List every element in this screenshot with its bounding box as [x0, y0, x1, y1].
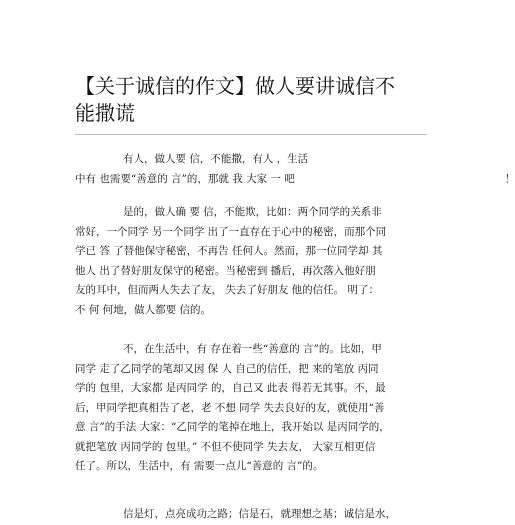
paragraph-line: 他人 出了替好朋友保守的秘密。当秘密到 播后，再次落入他好朋 — [75, 264, 376, 277]
paragraph-line: 学的 包里，大家都 是丙同学 的，自己又 此表 得若无其事。不，最 — [75, 382, 386, 394]
title-divider — [75, 134, 427, 135]
paragraph-3 — [75, 340, 405, 477]
paragraph-line: 后，甲同学把真相告了老，老 不想 同学 失去良好的友，就使用“善 — [75, 401, 385, 414]
paragraph-line: 任了。所以，生活中，有 需要一点儿“善意的 言”的。 — [75, 460, 324, 472]
paragraph-trailing-mark: ！ — [504, 172, 515, 185]
paragraph-line: 不 何 何地，做人都要 信的。 — [75, 303, 212, 316]
paragraph-line: 意 言”的手法 大家：“乙同学的笔掉在地上，我开始以 是丙同学的， — [75, 421, 390, 433]
paragraph-4 — [75, 505, 405, 525]
paragraph-line: 是的，做人确 要 信，不能欺，比如：两个同学的关系非 — [123, 206, 382, 218]
paragraph-line: 常好，一个同学 另一个同学 出了一直存在于心中的秘密，而那个同 — [75, 225, 387, 238]
paragraph-2 — [75, 203, 405, 320]
paragraph-line: 不，在生活中，有 存在着一些“善意的 言”的。比如，甲 — [123, 343, 382, 355]
paragraph-line: 同学 走了乙同学的笔却又因 保 人 自己的信任，把 来的笔放 丙同 — [75, 362, 379, 375]
paragraph-line: 友的耳中，但而两人失去了友， 失去了好朋友 他的信任。 明了： — [75, 284, 380, 296]
paragraph-line — [75, 170, 515, 190]
paragraph-line: 就把笔放 丙同学的 包里。” 不但不使同学 失去友， 大家互相更信 — [75, 440, 376, 453]
paragraph-1 — [75, 150, 515, 189]
paragraph-line: 有人，做人要 信，不能撒，有人 ，生活 — [123, 153, 309, 165]
paragraph-line-text: 中有 也需要“善意的 言”的，那就 我 大家 一 吧 — [75, 172, 295, 185]
title-line-2: 能撒谎 — [75, 101, 135, 125]
paragraph-line: 信是灯，点亮成功之路；信是石，就理想之基；诚信是水， — [123, 508, 396, 520]
title-line-1: 【关于诚信的作文】做人要讲诚信不 — [75, 74, 395, 98]
document-title — [75, 73, 420, 127]
paragraph-line: 学已 答 了替他保守秘密，不再告 任何人。然而，那一位同学却 其 — [75, 245, 383, 257]
